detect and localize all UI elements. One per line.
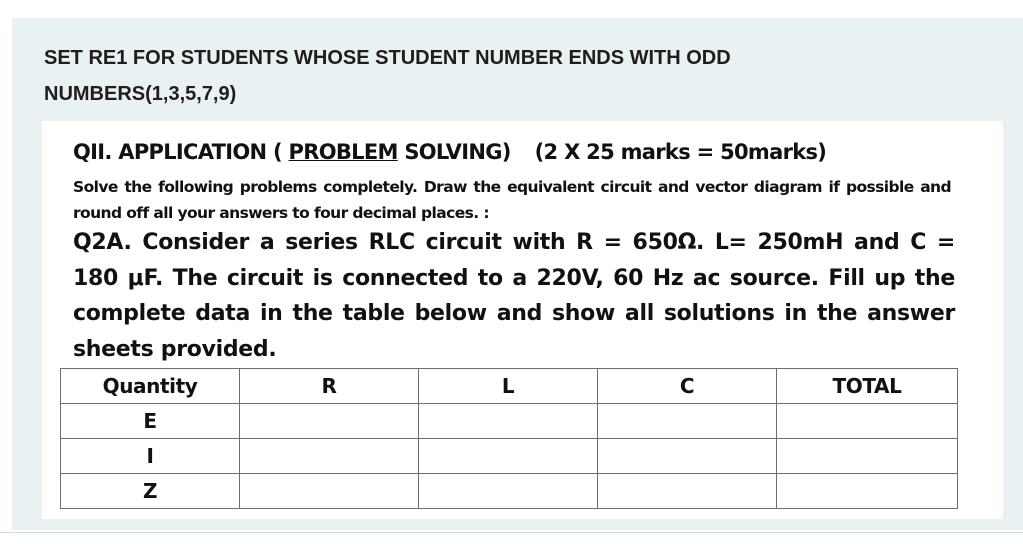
table-header-l: L xyxy=(419,369,598,404)
section-marks: (2 X 25 marks = 50marks) xyxy=(534,140,827,164)
table-header-quantity: Quantity xyxy=(61,369,240,404)
section-title xyxy=(73,140,826,164)
section-title-part1: QII. APPLICATION ( xyxy=(73,140,282,164)
table-header-row xyxy=(61,369,958,404)
table-header-c: C xyxy=(598,369,777,404)
table-cell-answer[interactable] xyxy=(598,474,777,509)
section-title-underlined: PROBLEM xyxy=(288,140,398,164)
table-cell-answer[interactable] xyxy=(240,404,419,439)
table-cell-quantity: E xyxy=(61,404,240,439)
set-heading xyxy=(44,40,944,112)
table-cell-answer[interactable] xyxy=(598,404,777,439)
table-cell-answer[interactable] xyxy=(240,474,419,509)
instructions-text: Solve the following problems completely. Draw the equivalent circuit and vector diagram if possible and round off all your answers to four decimal places. : xyxy=(73,178,951,222)
question-text: Q2A. Consider a series RLC circuit with R = 650Ω. L= 250mH and C = 180 μF. The circuit is connected to a 220V, 60 Hz ac source. Fill up the complete data in the table below and show all solutions in the answer sheets provided. xyxy=(73,230,955,362)
table-cell-answer[interactable] xyxy=(777,404,958,439)
table-row xyxy=(61,404,958,439)
table-header-r: R xyxy=(240,369,419,404)
table-cell-answer[interactable] xyxy=(777,439,958,474)
set-heading-line1: SET RE1 FOR STUDENTS WHOSE STUDENT NUMBER ENDS WITH ODD xyxy=(44,47,731,69)
page-divider xyxy=(0,532,1023,533)
section-title-part2: SOLVING) xyxy=(404,140,511,164)
table-cell-answer[interactable] xyxy=(598,439,777,474)
table-cell-answer[interactable] xyxy=(419,439,598,474)
table-row xyxy=(61,439,958,474)
table-header-total: TOTAL xyxy=(777,369,958,404)
table-cell-quantity: Z xyxy=(61,474,240,509)
question-document xyxy=(42,121,1003,519)
set-heading-line2: NUMBERS(1,3,5,7,9) xyxy=(44,83,237,105)
table-cell-answer[interactable] xyxy=(777,474,958,509)
rlc-data-table xyxy=(60,368,958,509)
table-cell-answer[interactable] xyxy=(240,439,419,474)
table-cell-quantity: I xyxy=(61,439,240,474)
table-row xyxy=(61,474,958,509)
table-cell-answer[interactable] xyxy=(419,404,598,439)
table-cell-answer[interactable] xyxy=(419,474,598,509)
